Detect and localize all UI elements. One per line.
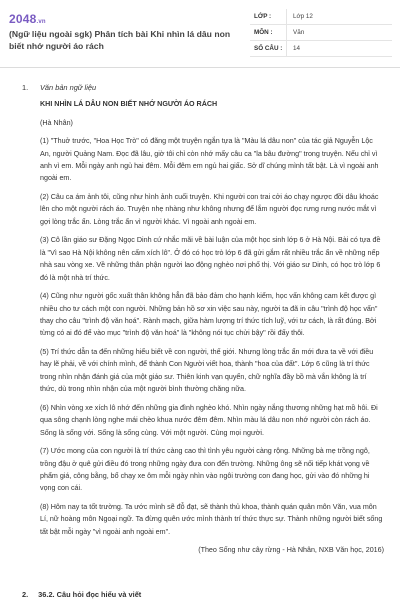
meta-key: SỐ CÂU :: [254, 45, 283, 52]
paragraph: (1) "Thuở trước, "Hoa Học Trò" có đăng một truyện ngắn tựa là "Màu lá dâu non" của tác giả Nguyễn Lộc An, người Quảng Nam. Đọc đã lâu, giờ tôi chỉ còn nhớ mấy câu ca "la bâu đường" trong truyện. Nếu chỉ vì anh vì em. Mỗi ngày anh ngủ hai đêm. Mỗi đêm em ngủ hai giấc. Sở dĩ chúng mình tất bật. Là vì ngoài anh ngoài em.: [40, 137, 379, 183]
section-label: Văn bản ngữ liệu: [40, 83, 97, 92]
header: [0, 0, 400, 66]
site-logo[interactable]: [9, 12, 46, 26]
meta-row-count: [250, 41, 392, 57]
meta-value: 14: [286, 41, 300, 56]
passage-author: (Hà Nhân): [40, 118, 73, 127]
section-number: 1.: [22, 83, 29, 92]
meta-key: MÔN :: [254, 29, 273, 36]
paragraph: (8) Hôm nay ta tốt trường. Ta ước mình sẽ đỗ đạt, sẽ thành thủ khoa, thành quán quân môn Văn, vua môn Lí, nữ hoàng môn Ngoại ngữ. Ta đừng quên ước mình thành trí thức thực sự. Thành những người biết sống tất bật mỗi ngày "vì ngoài anh ngoài em".: [40, 503, 383, 536]
meta-value: Văn: [286, 25, 304, 40]
meta-row-class: [250, 9, 392, 25]
logo-main: 2048: [9, 12, 37, 26]
passage-source: (Theo Sống như cây rừng - Hà Nhân, NXB Văn học, 2016): [198, 546, 384, 555]
divider: [0, 67, 400, 68]
passage: [40, 98, 384, 563]
paragraph: (4) Cũng như người gốc xuất thân không hẳn đã bảo đảm cho hạnh kiểm, học vấn không cam kết được gì nhiều cho tư cách một con người. Những bản hồ sơ xin việc sau này, người ta đã in câu "trình độ học vấn" thay cho câu "trình độ văn hoá". Rành mạch, giữa hàm lượng trí thức tích luỹ, với tư cách, là rất đúng. Bởi từng có ai đó để vào mục "trình độ văn hoá" là "không nói tục chửi bậy" rồi đấy thôi.: [40, 292, 378, 338]
next-section-heading: [22, 590, 141, 599]
paragraph: (2) Câu ca ám ảnh tôi, cũng như hình ảnh cuối truyện. Khi người con trai cởi áo chạy ngược đồi dâu khoác lên cho một người rách áo. Truyện nhẹ nhàng như không nhưng để lắm người đọc rưng rưng nước mắt vì gợi lòng trắc ẩn. Lòng trắc ẩn vì người khác. Vì ngoài anh ngoài em.: [40, 193, 379, 226]
meta-row-subject: [250, 25, 392, 41]
next-section-label: 36.2. Câu hỏi đọc hiểu và viết: [38, 590, 142, 599]
passage-title: KHI NHÌN LÁ DÂU NON BIẾT NHỚ NGƯỜI ÁO RÁCH: [40, 100, 218, 108]
paragraph: (3) Cô lần giáo sư Đặng Ngọc Dinh cứ nhắc mãi về bài luận của một học sinh lớp 6 ở Hà Nội. Bài có tựa đề là "Vì sao Hà Nội không nên cấm xích lô". Ở đó có học trò lớp 6 đã gửi gắm rất nhiều trắc ẩn về những nếp nhà sau vòng xe. Về những thân phận người lao động nghèo nơi phố thị. Với giáo sư Dinh, có học trò lớp 6 đó là một nhà trí thức.: [40, 236, 381, 282]
paragraph: (5) Trí thức dẫn ta đến những hiểu biết về con người, thế giới. Nhưng lòng trắc ẩn mới đưa ta về với điều hay lẽ phải, về với chính mình, để thành Con Người viết hoa, thành "hoa của đất". Lớp 6 cũng là trí thức trong nhìn nhận đánh giá của một giáo sư. Thiên kinh vạn quyển, chữ nghĩa đầy bồ mà vắn không là trí thức, dù trong nhìn nhận của một người bình thường chăng nữa.: [40, 348, 374, 394]
logo-sub: .vn: [36, 19, 46, 25]
meta-table: [250, 9, 392, 57]
paragraph: (7) Ước mong của con người là trí thức càng cao thì tình yêu người càng rộng. Những bà mẹ trồng ngô, trồng đậu ở quê gửi điều đó trong những ngày đưa con đến trường. Những ông sẽ nối tiếp khát vọng về phẩm giá, công bằng, bổ chạy xe ôm mỗi ngày nhìn vào ngôi trường con đang học, gửi vào đó những hi vọng con cái.: [40, 447, 370, 493]
meta-key: LỚP :: [254, 13, 272, 20]
meta-value: Lớp 12: [286, 9, 313, 24]
page-title: (Ngữ liệu ngoài sgk) Phân tích bài Khi nhìn lá dâu non biết nhớ người áo rách: [9, 29, 231, 51]
next-section-number: 2.: [22, 590, 29, 599]
paragraph: (6) Nhìn vòng xe xích lô nhớ đến những gia đình nghèo khó. Nhìn ngày nắng thương những hạt mồ hôi. Đi qua sông chạnh lòng nghe mái chèo khua nước đêm đêm. Nhìn màu lá dâu non nhớ người còn rách áo. Sống là sống với. Sống là sống cùng. Với một người. Cùng mọi người.: [40, 403, 378, 437]
